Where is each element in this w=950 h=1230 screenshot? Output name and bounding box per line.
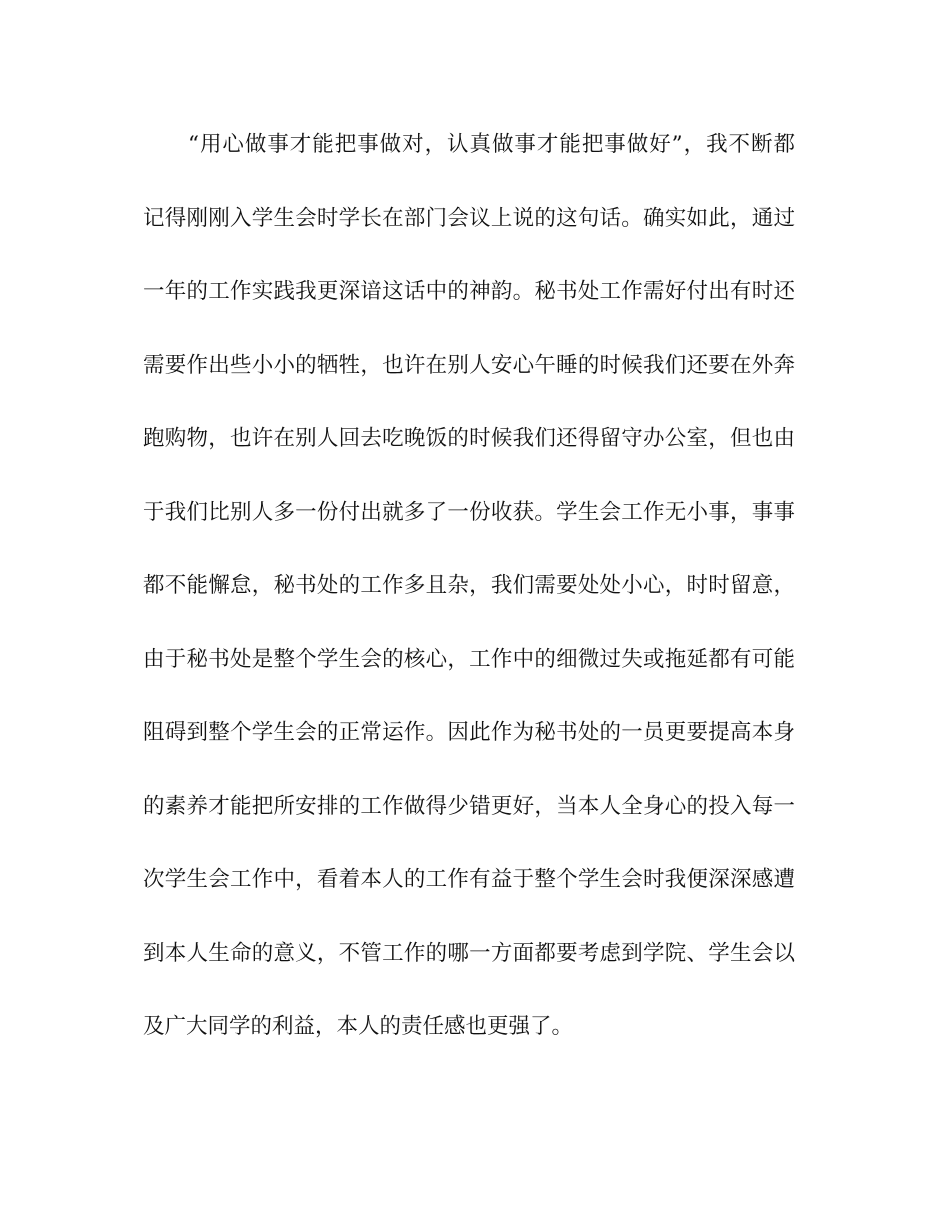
- paragraph-line-4: 需要作出些小小的牺牲，也许在别人安心午睡的时候我们还要在外奔: [143, 352, 795, 378]
- paragraph-line-9: 阻碍到整个学生会的正常运作。因此作为秘书处的一员更要提高本身: [143, 720, 795, 745]
- paragraph-line-10: 的素养才能把所安排的工作做得少错更好，当本人全身心的投入每一: [143, 793, 795, 819]
- body-paragraph: [143, 120, 795, 1076]
- paragraph-line-13: 及广大同学的利益，本人的责任感也更强了。: [143, 1014, 574, 1039]
- paragraph-line-2: 记得刚刚入学生会时学长在部门会议上说的这句话。确实如此，通过: [143, 205, 795, 231]
- paragraph-line-5: 跑购物，也许在别人回去吃晚饭的时候我们还得留守办公室，但也由: [143, 426, 795, 451]
- paragraph-line-1: “用心做事才能把事做对，认真做事才能把事做好”，我不断都: [188, 132, 795, 157]
- paragraph-line-8: 由于秘书处是整个学生会的核心，工作中的细微过失或拖延都有可能: [143, 646, 795, 672]
- paragraph-line-3: 一年的工作实践我更深谙这话中的神韵。秘书处工作需好付出有时还: [143, 279, 795, 304]
- paragraph-line-11: 次学生会工作中，看着本人的工作有益于整个学生会时我便深深感遭: [143, 867, 795, 892]
- paragraph-line-12: 到本人生命的意义，不管工作的哪一方面都要考虑到学院、学生会以: [143, 940, 795, 966]
- paragraph-line-6: 于我们比别人多一份付出就多了一份收获。学生会工作无小事，事事: [143, 499, 795, 525]
- paragraph-line-7: 都不能懈怠，秘书处的工作多且杂，我们需要处处小心，时时留意，: [143, 573, 795, 598]
